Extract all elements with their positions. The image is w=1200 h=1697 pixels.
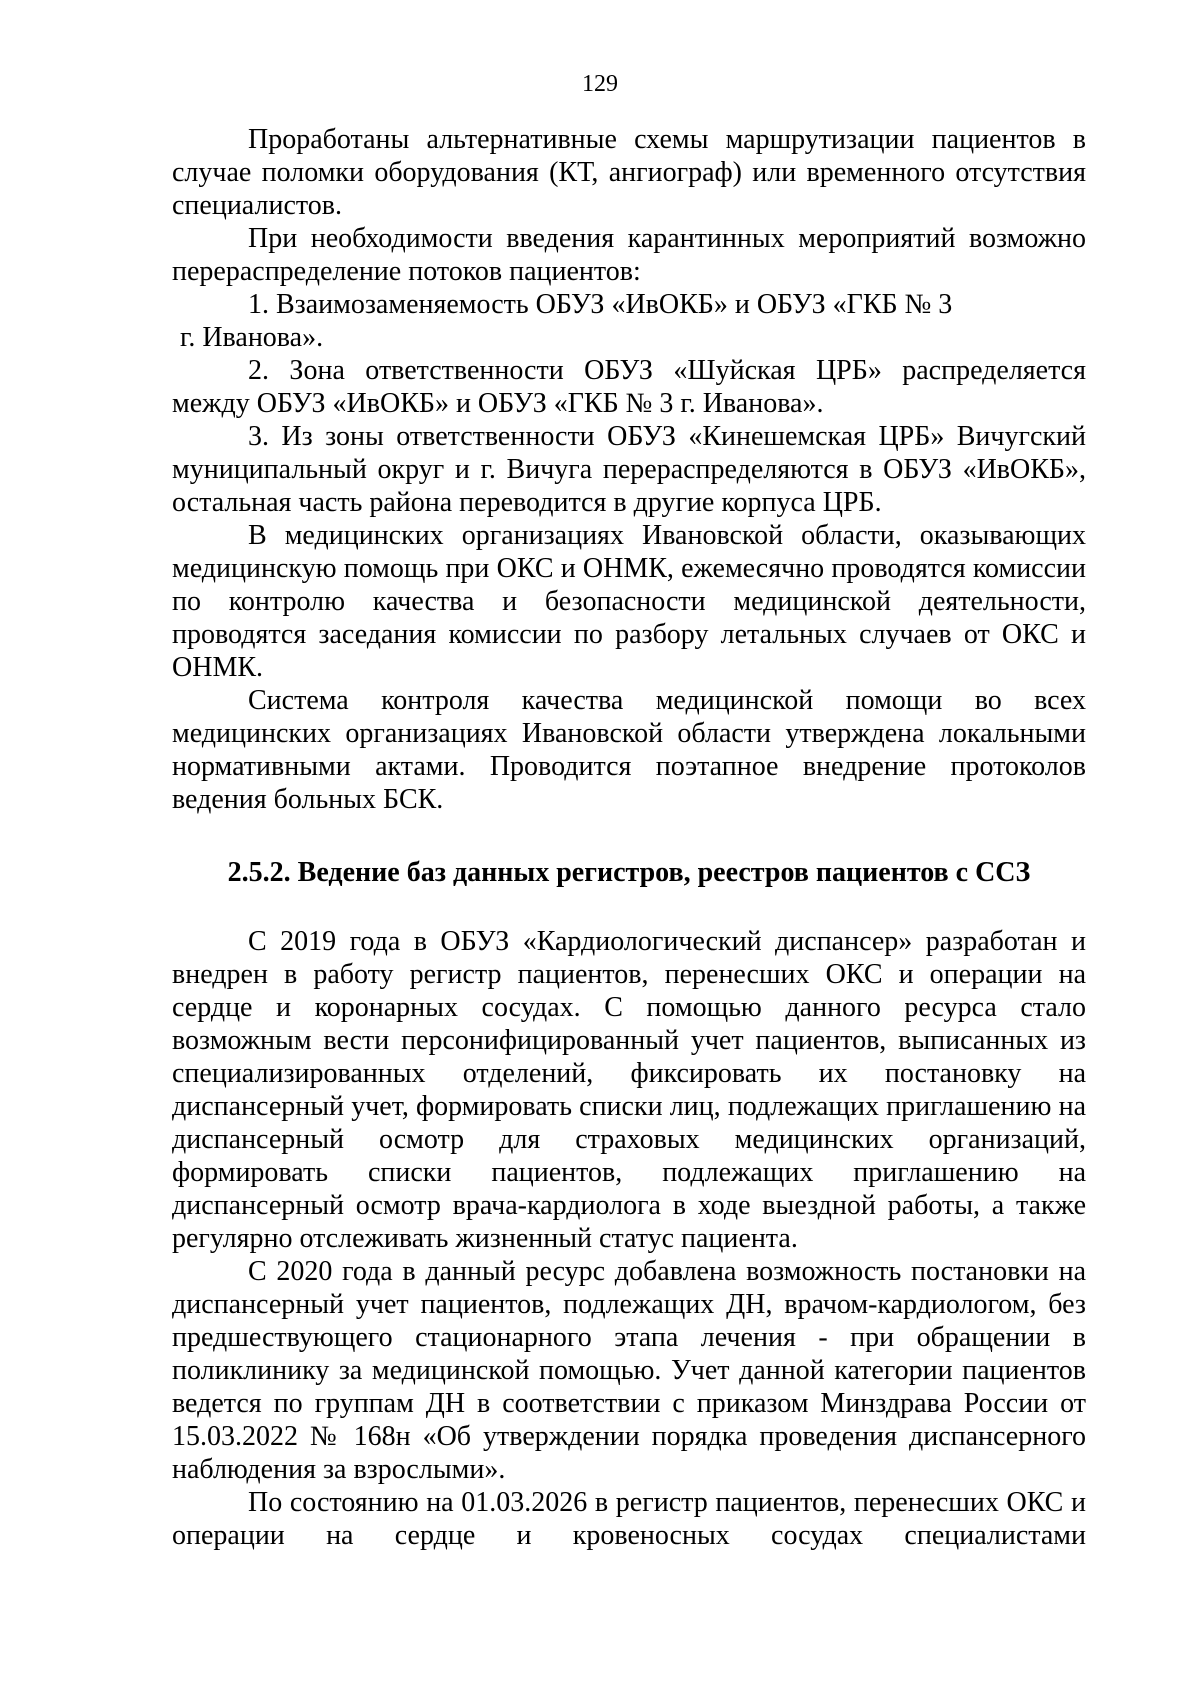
list-item-1 — [172, 288, 1086, 354]
document-body — [172, 123, 1086, 1552]
paragraph-commissions: В медицинских организациях Ивановской области, оказывающих медицинскую помощь при ОКС и ОНМК, ежемесячно проводятся комиссии по контролю качества и безопасности медицинской деятельности, проводятся заседания комиссии по разбору летальных случаев от ОКС и ОНМК. — [172, 520, 1086, 683]
list-item-2: 2. Зона ответственности ОБУЗ «Шуйская ЦРБ» распределяется между ОБУЗ «ИвОКБ» и ОБУЗ «ГКБ № 3 г. Иванова». — [172, 355, 1086, 419]
list-item-3: 3. Из зоны ответственности ОБУЗ «Кинешемская ЦРБ» Вичугский муниципальный округ и г. Вичуга перераспределяются в ОБУЗ «ИвОКБ», остальная часть района переводится в другие корпуса ЦРБ. — [172, 421, 1086, 518]
redistribution-list — [172, 288, 1086, 519]
list-item-1-line2: г. Иванова». — [180, 322, 324, 353]
paragraph-registry-status: По состоянию на 01.03.2026 в регистр пациентов, перенесших ОКС и операции на сердце и кровеносных сосудах специалистами — [172, 1487, 1086, 1551]
paragraph-routing-schemes: Проработаны альтернативные схемы маршрутизации пациентов в случае поломки оборудования (КТ, ангиограф) или временного отсутствия специалистов. — [172, 124, 1086, 221]
paragraph-registry-2020: С 2020 года в данный ресурс добавлена возможность постановки на диспансерный учет пациентов, подлежащих ДН, врачом-кардиологом, без предшествующего стационарного этапа лечения - при обращении в поликлинику за медицинской помощью. Учет данной категории пациентов ведется по группам ДН в соответствии с приказом Минздрава России от 15.03.2022 № 168н «Об утверждении порядка проведения диспансерного наблюдения за взрослыми». — [172, 1256, 1086, 1485]
paragraph-quarantine: При необходимости введения карантинных мероприятий возможно перераспределение потоков пациентов: — [172, 223, 1086, 287]
list-item-1-line1: 1. Взаимозаменяемость ОБУЗ «ИвОКБ» и ОБУЗ «ГКБ № 3 — [248, 289, 953, 320]
section-heading: 2.5.2. Ведение баз данных регистров, реестров пациентов с ССЗ — [227, 857, 1031, 888]
page-number: 129 — [582, 71, 618, 97]
paragraph-registry-2019: С 2019 года в ОБУЗ «Кардиологический диспансер» разработан и внедрен в работу регистр пациентов, перенесших ОКС и операции на сердце и коронарных сосудах. С помощью данного ресурса стало возможным вести персонифицированный учет пациентов, выписанных из специализированных отделений, фиксировать их постановку на диспансерный учет, формировать списки лиц, подлежащих приглашению на диспансерный осмотр для страховых медицинских организаций, формировать списки пациентов, подлежащих приглашению на диспансерный осмотр врача-кардиолога в ходе выездной работы, а также регулярно отслеживать жизненный статус пациента. — [172, 926, 1086, 1254]
paragraph-quality-control: Система контроля качества медицинской помощи во всех медицинских организациях Ивановской области утверждена локальными нормативными актами. Проводится поэтапное внедрение протоколов ведения больных БСК. — [172, 685, 1086, 815]
